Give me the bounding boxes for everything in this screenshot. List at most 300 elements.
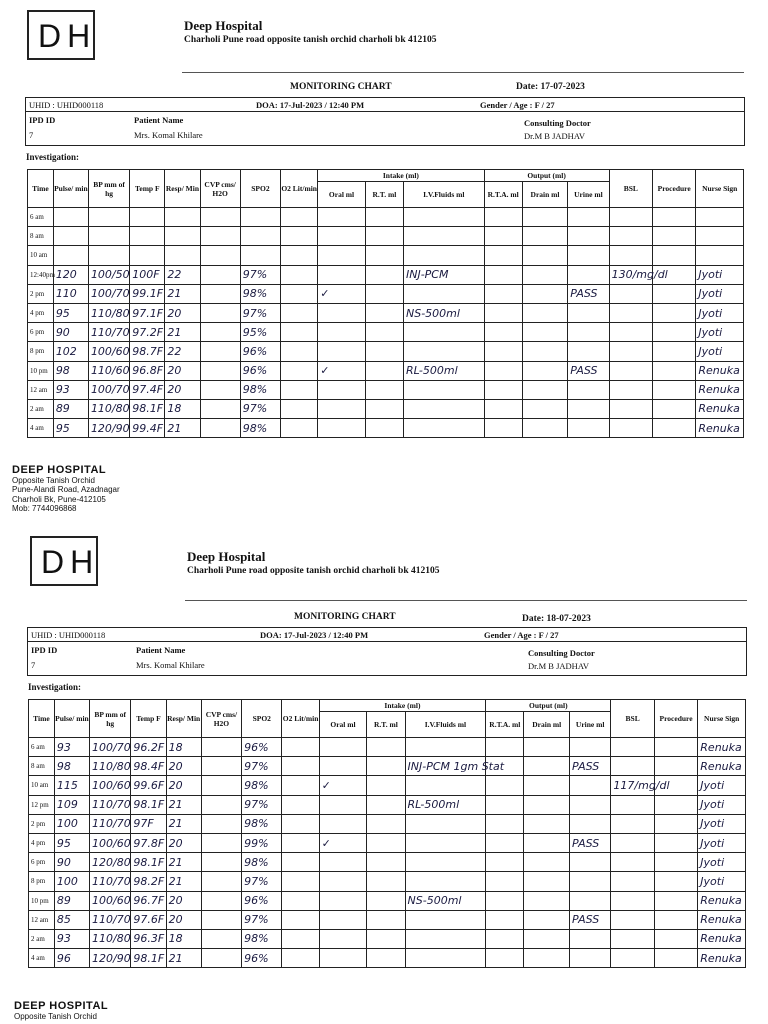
patient-name-label: Patient Name [136,645,186,655]
uhid: UHID : UHID000118 [29,100,104,110]
cell-temp: 98.1F [131,949,166,968]
table-row [29,929,746,948]
cell-pulse [53,246,88,265]
cell-bp [88,208,129,227]
cell-temp: 98.2F [131,872,166,891]
cell-time: 6 pm [29,853,55,872]
cell-o2 [281,323,318,342]
cell-pulse [53,227,88,246]
cell-temp: 100F [130,265,165,284]
cell-bsl [609,284,652,303]
cell-bsl [609,380,652,399]
cell-oral [318,342,366,361]
cell-resp: 21 [166,853,201,872]
cell-time: 12 am [28,380,54,399]
cell-resp: 20 [166,833,201,852]
cell-o2 [282,949,319,968]
cell-ivf [403,419,484,438]
cell-rta [486,795,524,814]
cell-time: 8 pm [28,342,54,361]
cell-oral [318,227,366,246]
doctor-name: Dr.M B JADHAV [524,131,586,141]
cell-drain [524,738,570,757]
chart-title: MONITORING CHART [294,612,396,622]
cell-drain [522,208,567,227]
cell-rt [365,342,403,361]
cell-o2 [282,795,319,814]
cell-bsl [609,323,652,342]
cell-temp: 98.7F [130,342,165,361]
cell-rta [484,323,522,342]
cell-bsl [611,833,654,852]
cell-bsl [609,227,652,246]
header-spo2: SPO2 [240,170,280,208]
cell-rt [367,757,405,776]
cell-temp: 96.8F [130,361,165,380]
cell-ivf: RL-500ml [403,361,484,380]
cell-cvp [200,284,240,303]
cell-nurse: Jyoti [698,795,746,814]
cell-ivf [403,227,484,246]
cell-urine [568,399,609,418]
cell-temp: 98.1F [130,399,165,418]
cell-pulse: 98 [54,757,89,776]
cell-bp: 100/60 [90,891,131,910]
cell-ivf [405,872,486,891]
cell-urine [570,738,611,757]
cell-time: 10 am [28,246,54,265]
cell-urine [570,872,611,891]
cell-bsl: 130/mg/dl [609,265,652,284]
cell-ivf: NS-500ml [405,891,486,910]
cell-spo2: 97% [240,399,280,418]
cell-time: 2 am [28,399,54,418]
cell-cvp [200,246,240,265]
cell-rt [367,795,405,814]
cell-cvp [201,757,241,776]
cell-rta [486,853,524,872]
header-oral: Oral ml [318,182,366,208]
cell-bsl [609,303,652,322]
cell-o2 [281,380,318,399]
header-rta: R.T.A. ml [484,182,522,208]
cell-oral [319,814,367,833]
cell-proc [652,303,695,322]
cell-drain [524,833,570,852]
cell-bp: 100/70 [90,738,131,757]
header-output: Output (ml) [484,170,609,182]
cell-proc [652,380,695,399]
cell-ivf [405,814,486,833]
cell-bp: 100/70 [88,380,129,399]
cell-resp: 21 [165,323,200,342]
cell-resp: 18 [165,399,200,418]
cell-temp: 97.1F [130,303,165,322]
cell-time: 4 am [28,419,54,438]
cell-rta [486,738,524,757]
cell-drain [524,872,570,891]
cell-nurse: Jyoti [698,853,746,872]
cell-nurse: Jyoti [696,323,744,342]
cell-resp: 20 [166,891,201,910]
cell-nurse [696,208,744,227]
cell-bsl [611,910,654,929]
cell-o2 [282,872,319,891]
cell-cvp [200,227,240,246]
cell-nurse: Renuka [698,910,746,929]
cell-oral [319,757,367,776]
cell-rta [484,303,522,322]
cell-o2 [281,208,318,227]
cell-spo2: 97% [242,795,282,814]
cell-oral [318,246,366,265]
cell-urine [568,419,609,438]
cell-pulse: 95 [53,303,88,322]
table-row [29,853,746,872]
cell-drain [522,323,567,342]
cell-rt [367,738,405,757]
cell-drain [522,284,567,303]
cell-temp [130,246,165,265]
cell-cvp [201,776,241,795]
cell-urine [568,246,609,265]
cell-pulse: 100 [54,814,89,833]
cell-rt [367,872,405,891]
cell-rta [484,208,522,227]
cell-cvp [201,853,241,872]
cell-proc [654,738,697,757]
cell-rt [365,227,403,246]
cell-bp: 120/90 [90,949,131,968]
cell-oral [318,323,366,342]
cell-spo2: 95% [240,323,280,342]
monitoring-sheet-2 [0,532,768,1024]
cell-cvp [201,949,241,968]
cell-ivf [405,929,486,948]
cell-spo2: 98% [240,284,280,303]
cell-time: 4 am [29,949,55,968]
cell-cvp [200,380,240,399]
cell-nurse: Renuka [698,929,746,948]
cell-drain [524,757,570,776]
cell-ivf [403,208,484,227]
cell-oral: ✓ [318,284,366,303]
header-cvp: CVP cms/ H2O [200,170,240,208]
cell-bsl [611,738,654,757]
cell-rt [367,910,405,929]
header-ivf: I.V.Fluids ml [403,182,484,208]
cell-nurse: Renuka [698,949,746,968]
table-row [28,380,744,399]
cell-temp: 97.2F [130,323,165,342]
cell-ivf [405,833,486,852]
cell-rt [365,419,403,438]
cell-nurse: Jyoti [696,284,744,303]
cell-rta [484,361,522,380]
cell-time: 12 am [29,910,55,929]
cell-rt [367,891,405,910]
cell-resp [165,208,200,227]
header-spo2: SPO2 [242,700,282,738]
cell-pulse: 89 [53,399,88,418]
header-temp: Temp F [130,170,165,208]
header-bsl: BSL [611,700,654,738]
cell-ivf [405,776,486,795]
cell-urine [568,227,609,246]
cell-resp: 18 [166,738,201,757]
cell-time: 8 am [29,757,55,776]
cell-o2 [282,833,319,852]
table-row [29,891,746,910]
header-urine: Urine ml [568,182,609,208]
cell-urine [570,795,611,814]
cell-o2 [282,910,319,929]
cell-bp: 110/70 [90,795,131,814]
cell-o2 [281,361,318,380]
cell-resp: 20 [165,380,200,399]
cell-rta [486,833,524,852]
cell-rt [365,284,403,303]
cell-rta [484,284,522,303]
cell-ivf [405,853,486,872]
cell-nurse: Renuka [696,419,744,438]
cell-urine: PASS [568,361,609,380]
cell-resp: 21 [165,284,200,303]
header-bp: BP mm of hg [88,170,129,208]
cell-temp: 99.1F [130,284,165,303]
cell-rta [484,419,522,438]
cell-resp: 22 [165,265,200,284]
cell-drain [522,380,567,399]
cell-temp: 97.8F [131,833,166,852]
cell-o2 [282,891,319,910]
cell-pulse [53,208,88,227]
monitoring-table [28,699,746,968]
cell-rta [486,910,524,929]
cell-cvp [200,265,240,284]
monitoring-table [27,169,744,438]
cell-drain [524,949,570,968]
doctor-label: Consulting Doctor [524,118,591,128]
cell-time: 8 am [28,227,54,246]
cell-cvp [201,738,241,757]
cell-time: 12:40pm [28,265,54,284]
cell-rt [365,303,403,322]
cell-bsl [611,853,654,872]
cell-ivf [405,910,486,929]
patient-name-label: Patient Name [134,115,184,125]
cell-spo2 [240,227,280,246]
cell-cvp [200,399,240,418]
cell-nurse: Renuka [696,361,744,380]
cell-proc [654,757,697,776]
cell-pulse: 93 [53,380,88,399]
patient-info-box [25,97,745,146]
cell-pulse: 120 [53,265,88,284]
table-row [29,776,746,795]
cell-oral: ✓ [319,776,367,795]
cell-bp: 110/80 [88,399,129,418]
cell-rta [484,342,522,361]
cell-oral [318,303,366,322]
cell-resp: 20 [165,361,200,380]
header-nurse: Nurse Sign [698,700,746,738]
cell-bp: 100/60 [88,342,129,361]
cell-bp [88,246,129,265]
hospital-name: Deep Hospital [184,18,263,33]
cell-temp: 99.4F [130,419,165,438]
cell-o2 [282,738,319,757]
cell-nurse: Jyoti [698,814,746,833]
cell-spo2: 99% [242,833,282,852]
header-proc: Procedure [652,170,695,208]
cell-pulse: 95 [54,833,89,852]
header-rule [182,72,744,73]
cell-rta [486,949,524,968]
cell-bsl [609,246,652,265]
cell-oral [319,795,367,814]
cell-temp: 98.1F [131,795,166,814]
cell-cvp [200,208,240,227]
table-row [28,265,744,284]
hospital-stamp: DEEP HOSPITAL Opposite Tanish Orchid Pune-Alandi Road, Azadnagar Charholi Bk, Pune-412105 Mob: 7744096868 [12,464,120,513]
cell-spo2: 97% [242,910,282,929]
cell-spo2: 98% [240,380,280,399]
cell-urine [570,949,611,968]
cell-rt [365,265,403,284]
cell-bp: 110/70 [90,872,131,891]
cell-bsl [609,342,652,361]
cell-rt [367,929,405,948]
table-row [29,910,746,929]
cell-pulse: 109 [54,795,89,814]
cell-temp: 97F [131,814,166,833]
header-drain: Drain ml [524,712,570,738]
cell-bsl [609,361,652,380]
cell-spo2: 96% [240,342,280,361]
cell-o2 [281,265,318,284]
cell-spo2: 98% [242,814,282,833]
cell-bp [88,227,129,246]
cell-resp: 20 [166,757,201,776]
header-rta: R.T.A. ml [486,712,524,738]
cell-temp: 98.1F [131,853,166,872]
cell-urine: PASS [568,284,609,303]
cell-time: 10 am [29,776,55,795]
header-rt: R.T. ml [365,182,403,208]
cell-spo2 [240,208,280,227]
cell-bp: 100/50 [88,265,129,284]
cell-drain [524,853,570,872]
cell-oral [319,891,367,910]
doctor-label: Consulting Doctor [528,648,595,658]
cell-pulse: 98 [53,361,88,380]
hospital-address: Charholi Pune road opposite tanish orchid charholi bk 412105 [184,35,437,45]
cell-proc [652,419,695,438]
cell-o2 [281,419,318,438]
doa: DOA: 17-Jul-2023 / 12:40 PM [256,100,365,110]
cell-rt [367,853,405,872]
header-temp: Temp F [131,700,166,738]
cell-time: 4 pm [29,833,55,852]
cell-urine [570,814,611,833]
header-pulse: Pulse/ min [54,700,89,738]
cell-rt [367,949,405,968]
cell-ivf: NS-500ml [403,303,484,322]
cell-oral [319,949,367,968]
cell-oral [319,853,367,872]
cell-oral [319,929,367,948]
cell-proc [652,323,695,342]
cell-drain [522,265,567,284]
cell-o2 [281,227,318,246]
table-row [28,208,744,227]
cell-cvp [201,795,241,814]
cell-cvp [201,872,241,891]
chart-title: MONITORING CHART [290,82,392,92]
cell-nurse: Jyoti [698,872,746,891]
cell-drain [524,814,570,833]
cell-spo2: 96% [240,361,280,380]
cell-pulse: 102 [53,342,88,361]
cell-bp: 110/80 [90,757,131,776]
cell-temp: 96.7F [131,891,166,910]
cell-resp [165,246,200,265]
cell-rta [484,265,522,284]
cell-proc [652,208,695,227]
cell-pulse: 89 [54,891,89,910]
cell-rt [367,814,405,833]
cell-o2 [282,814,319,833]
cell-drain [522,399,567,418]
table-row [29,872,746,891]
doa: DOA: 17-Jul-2023 / 12:40 PM [260,630,369,640]
cell-resp: 21 [166,814,201,833]
cell-rt [367,776,405,795]
cell-resp: 20 [166,910,201,929]
cell-ivf [403,323,484,342]
cell-spo2: 98% [242,929,282,948]
cell-ivf [405,738,486,757]
hospital-name: Deep Hospital [187,549,266,564]
cell-rt [365,399,403,418]
cell-urine [570,776,611,795]
cell-pulse: 96 [54,949,89,968]
cell-time: 8 pm [29,872,55,891]
cell-bp: 100/70 [88,284,129,303]
cell-bp: 110/70 [88,323,129,342]
cell-o2 [282,757,319,776]
ipd-label: IPD ID [31,645,58,655]
cell-ivf [403,380,484,399]
cell-resp: 20 [165,303,200,322]
cell-rt [365,208,403,227]
cell-rta [486,891,524,910]
header-output: Output (ml) [486,700,611,712]
cell-urine: PASS [570,833,611,852]
cell-rta [486,814,524,833]
cell-nurse [696,246,744,265]
cell-nurse: Jyoti [696,265,744,284]
cell-spo2: 98% [242,776,282,795]
cell-nurse: Renuka [698,757,746,776]
header-pulse: Pulse/ min [53,170,88,208]
cell-oral: ✓ [318,361,366,380]
cell-bsl [609,399,652,418]
gender-age: Gender / Age : F / 27 [484,630,559,640]
cell-bsl [611,757,654,776]
cell-drain [522,361,567,380]
